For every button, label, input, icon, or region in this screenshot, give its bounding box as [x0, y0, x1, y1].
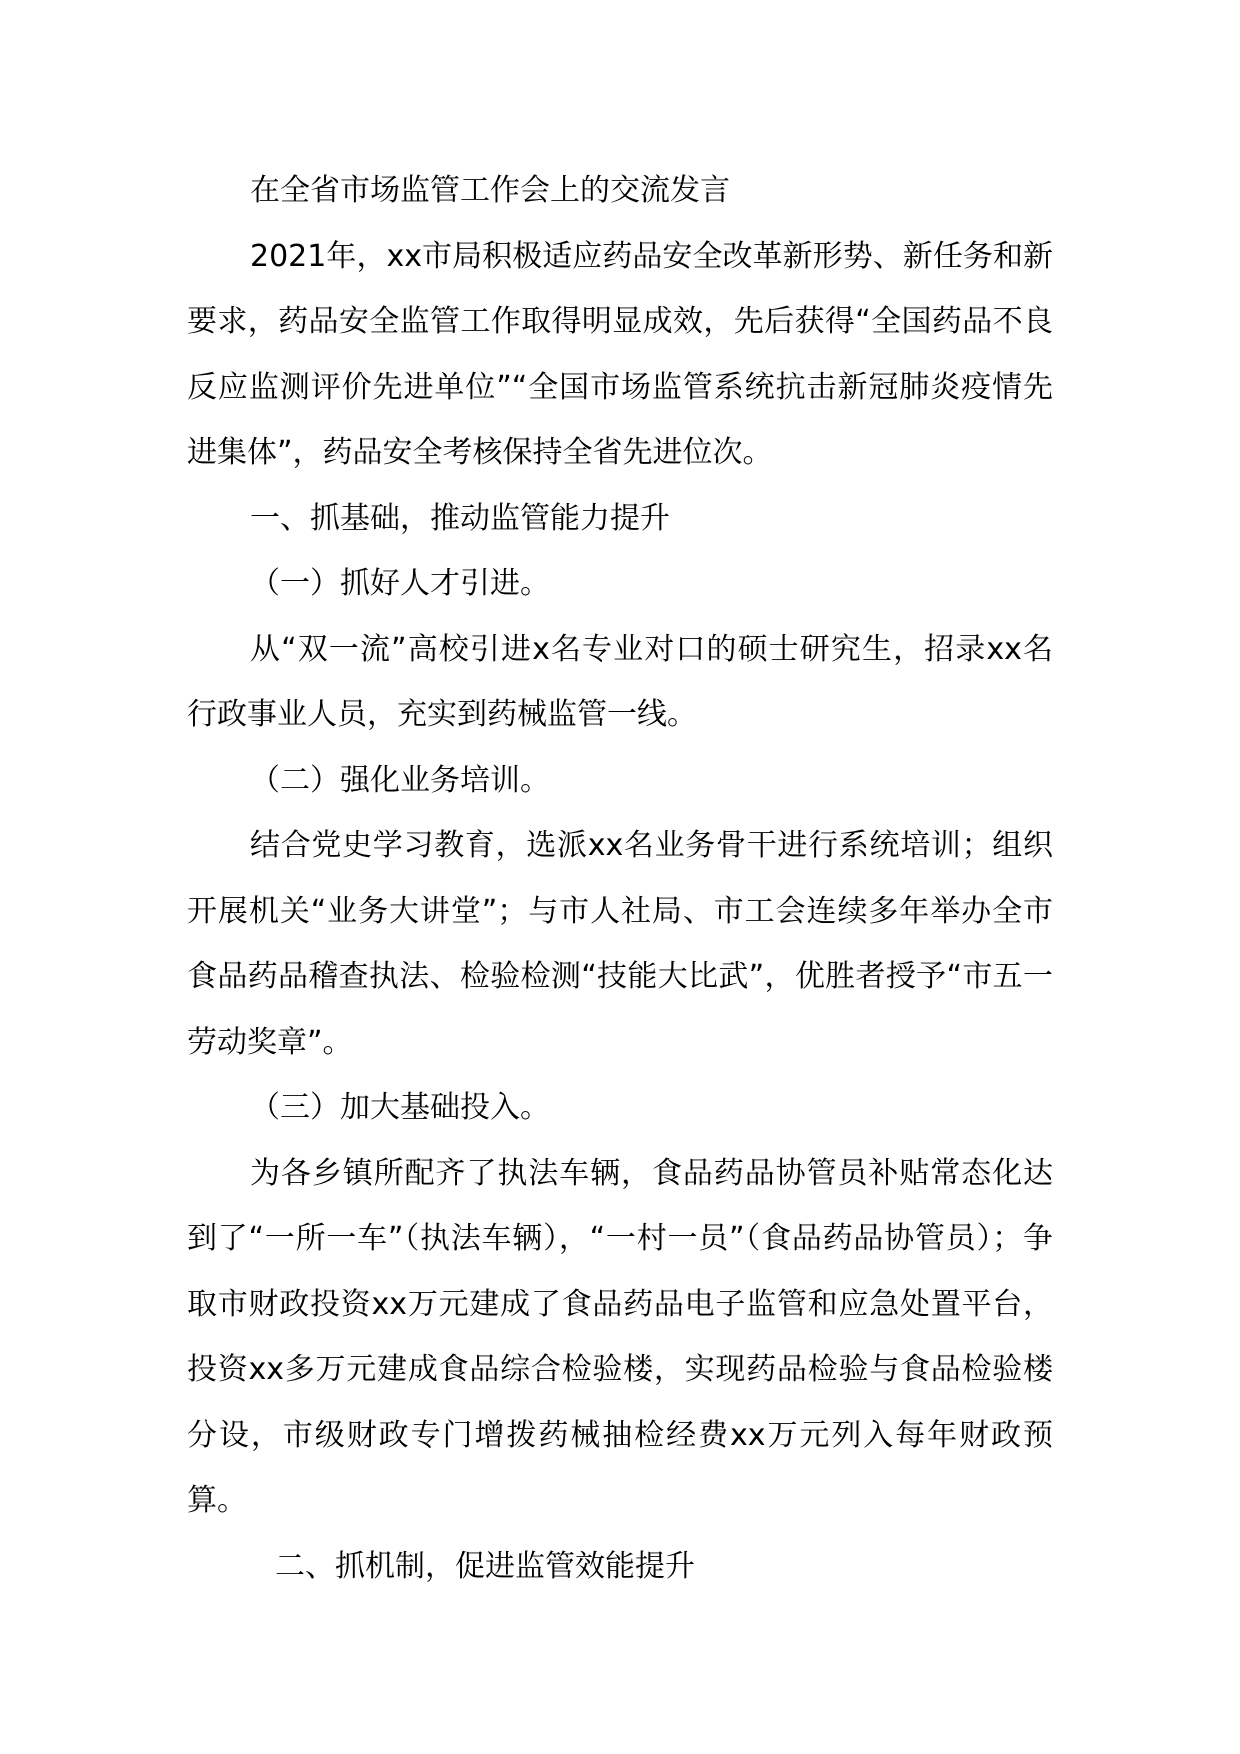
subsection-three-heading: （三）加大基础投入。 [250, 1090, 550, 1125]
subsection-one-heading: （一）抓好人才引进。 [250, 566, 550, 601]
subsection-two-body: 结合党史学习教育，选派xx名业务骨干进行系统培训；组织开展机关“业务大讲堂”；与市人社局、市工会连续多年举办全市食品药品稽查执法、检验检测“技能大比武”，优胜者授予“市五一劳动奖章”。 [187, 828, 1053, 1060]
section-two-heading: 二、抓机制，促进监管效能提升 [275, 1548, 695, 1584]
subsection-two-heading: （二）强化业务培训。 [250, 762, 550, 798]
section-one-heading: 一、抓基础，推动监管能力提升 [250, 500, 670, 536]
document-title: 在全省市场监管工作会上的交流发言 [250, 173, 730, 208]
subsection-three-body: 为各乡镇所配齐了执法车辆，食品药品协管员补贴常态化达到了“一所一车”（执法车辆），“一村一员”（食品药品协管员）；争取市财政投资xx万元建成了食品药品电子监管和应急处置平台，投资xx多万元建成食品综合检验楼，实现药品检验与食品检验楼分设，市级财政专门增拨药械抽检经费xx万元列入每年财政预算。 [187, 1155, 1053, 1518]
subsection-one-body: 从“双一流”高校引进x名专业对口的硕士研究生，招录xx名行政事业人员，充实到药械监管一线。 [187, 631, 1053, 732]
intro-paragraph: 2021年，xx市局积极适应药品安全改革新形势、新任务和新要求，药品安全监管工作取得明显成效，先后获得“全国药品不良反应监测评价先进单位”“全国市场监管系统抗击新冠肺炎疫情先进集体”，药品安全考核保持全省先进位次。 [187, 238, 1053, 470]
document-page [187, 158, 1053, 1599]
